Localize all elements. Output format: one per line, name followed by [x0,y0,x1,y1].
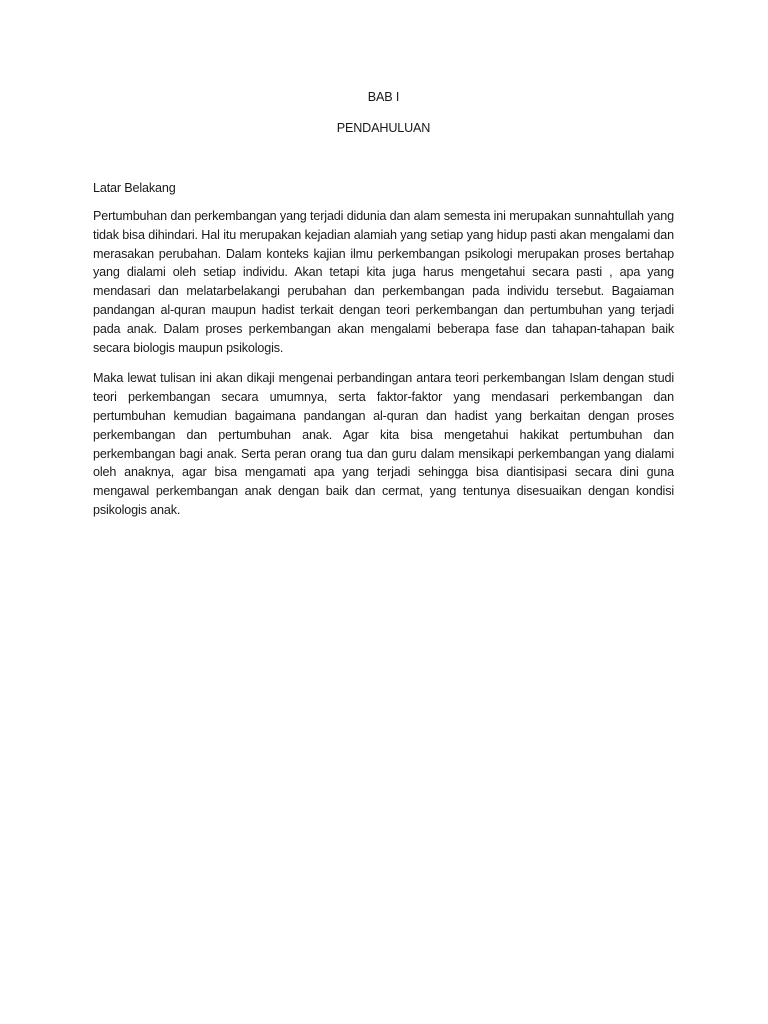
chapter-title: PENDAHULUAN [336,121,431,135]
paragraph-2: Maka lewat tulisan ini akan dikaji mengenai perbandingan antara teori perkembangan Islam dengan studi teori perkembangan secara umumnya, serta faktor-faktor yang mendasari perkembangan dan pertumbuhan kemudian bagaimana pandangan al-quran dan hadist yang berkaitan dengan proses perkembangan dan pertumbuhan anak. Agar kita bisa mengetahui hakikat pertumbuhan dan perkembangan bagi anak. Serta peran orang tua dan guru dalam mensikapi perkembangan yang dialami oleh anaknya, agar bisa mengamati apa yang terjadi sehingga bisa diantisipasi secara dini guna mengawal perkembangan anak dengan baik dan cermat, yang tentunya disesuaikan dengan kondisi psikologis anak. [93,371,674,517]
paragraph-1: Pertumbuhan dan perkembangan yang terjadi didunia dan alam semesta ini merupakan sunnahtullah yang tidak bisa dihindari. Hal itu merupakan kejadian alamiah yang setiap yang hidup pasti akan mengalami dan merasakan perubahan. Dalam konteks kajian ilmu perkembangan psikologi merupakan proses bertahap yang dialami oleh setiap individu. Akan tetapi kita juga harus mengetahui secara pasti , apa yang mendasari dan melatarbelakangi perubahan dan perkembangan pada individu tersebut. Bagaiaman pandangan al-quran maupun hadist terkait dengan teori perkembangan dan pertumbuhan yang terjadi pada anak. Dalam proses perkembangan akan mengalami beberapa fase dan tahapan-tahapan baik secara biologis maupun psikologis. [93,209,674,355]
section-heading: Latar Belakang [93,181,176,195]
chapter-number: BAB I [367,90,400,104]
document-body [93,88,674,520]
